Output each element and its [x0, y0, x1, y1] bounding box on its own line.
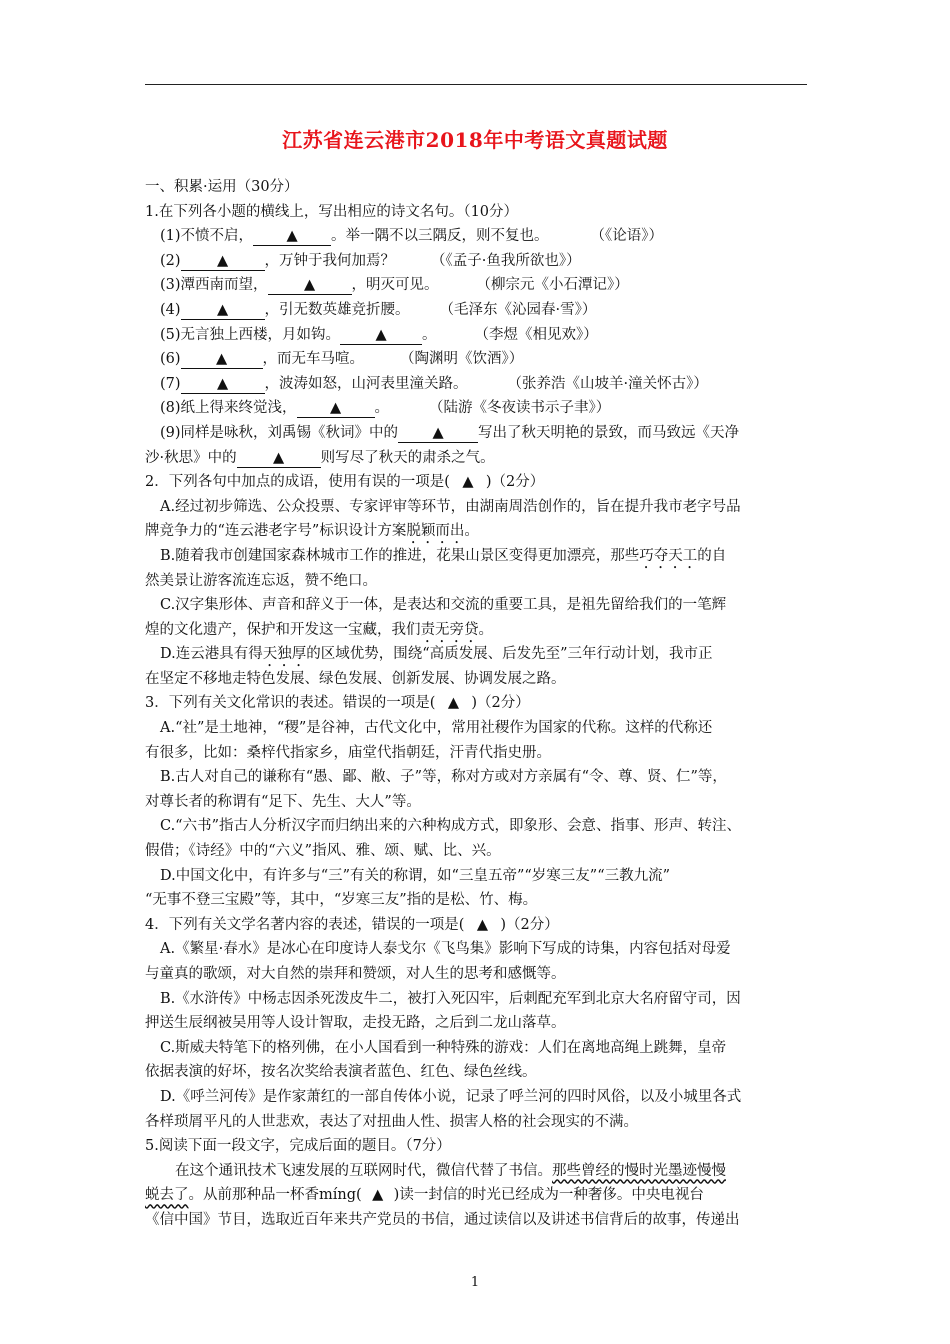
- answer-blank[interactable]: ▲: [237, 449, 321, 468]
- answer-blank[interactable]: ▲: [398, 424, 478, 443]
- answer-slot[interactable]: ▲: [372, 1187, 384, 1204]
- header-rule: [145, 84, 807, 85]
- source-citation: （李煜《相见欢》）: [474, 326, 598, 343]
- answer-blank[interactable]: ▲: [181, 252, 265, 271]
- section-heading: 一、积累·运用（30分）: [145, 179, 299, 195]
- q1-item-2: (2) ▲ ，万钟于我何加焉？ （《孟子·鱼我所欲也》）: [145, 249, 809, 274]
- q5-passage-line-1: 在这个通讯技术飞速发展的互联网时代，微信代替了书信。那些曾经的慢时光墨迹慢慢: [175, 1162, 726, 1179]
- q3-option-d-cont: “无事不登三宝殿”等，其中，“岁寒三友”指的是松、竹、梅。: [145, 892, 538, 909]
- q2-option-b: B.随着我市创建国家森林城市工作的推进，花果山景区变得更加漂亮，那些巧夺天工的自: [160, 547, 727, 564]
- question-1-stem: 1.在下列各小题的横线上，写出相应的诗文名句。（10分）: [145, 203, 519, 220]
- q3-option-d: D.中国文化中，有许多与“三”有关的称谓，如“三皇五帝”“岁寒三友”“三教九流”: [160, 867, 671, 884]
- q3-option-c: C.“六书”指古人分析汉字而归纳出来的六种构成方式，即象形、会意、指事、形声、转注、: [160, 818, 742, 835]
- q2-option-a: A.经过初步筛选、公众投票、专家评审等环节，由湖南周浩创作的，旨在提升我市老字号品: [160, 498, 741, 515]
- q1-item-7: (7) ▲ ，波涛如怒，山河表里潼关路。 （张养浩《山坡羊·潼关怀古》）: [145, 372, 809, 397]
- source-citation: （陆游《冬夜读书示子聿》）: [429, 400, 611, 417]
- q1-item-9: (9)同样是咏秋，刘禹锡《秋词》中的 ▲ 写出了秋天明艳的景致，而马致远《天净: [160, 424, 740, 441]
- source-citation: （柳宗元《小石潭记》）: [476, 277, 629, 294]
- question-2-stem: 2．下列各句中加点的成语，使用有误的一项是( ▲ )（2分）: [145, 470, 809, 495]
- emphasized-idiom: 天独厚: [262, 646, 307, 663]
- q1-item-3: (3)潭西南而望， ▲ ，明灭可见。 （柳宗元《小石潭记》）: [145, 273, 809, 298]
- q1-item-1: (1)不愤不启， ▲ 。举一隅不以三隅反，则不复也。 （《论语》）: [145, 224, 809, 249]
- page-title: 江苏省连云港市2018年中考语文真题试题: [282, 128, 668, 152]
- q2-option-a-cont: 牌竞争力的“连云港老字号”标识设计方案脱颖而出。: [145, 523, 479, 540]
- question-3-stem: 3．下列有关文化常识的表述。错误的一项是( ▲ )（2分）: [145, 691, 809, 716]
- question-4-stem: 4．下列有关文学名著内容的表述，错误的一项是( ▲ )（2分）: [145, 913, 809, 938]
- q1-item-8: (8)纸上得来终觉浅， ▲ 。 （陆游《冬夜读书示子聿》）: [145, 396, 809, 421]
- answer-blank[interactable]: ▲: [181, 375, 265, 394]
- emphasized-idiom: 巧夺天工: [639, 547, 698, 564]
- answer-blank[interactable]: ▲: [340, 326, 422, 345]
- source-citation: （陶渊明《饮酒》）: [400, 351, 524, 368]
- q1-item-6: (6) ▲ ，而无车马喧。 （陶渊明《饮酒》）: [145, 347, 809, 372]
- q4-option-c-cont: 依据表演的好坏，按名次奖给表演者蓝色、红色、绿色丝线。: [145, 1064, 537, 1081]
- q4-option-d: D.《呼兰河传》是作家萧红的一部自传体小说，记录了呼兰河的四时风俗，以及小城里各式: [160, 1088, 742, 1105]
- q4-option-a: A.《繁星·春水》是冰心在印度诗人泰戈尔《飞鸟集》影响下写成的诗集，内容包括对母爱: [160, 941, 731, 958]
- answer-slot[interactable]: ▲: [476, 916, 488, 933]
- answer-blank[interactable]: ▲: [297, 399, 375, 418]
- q4-option-b-cont: 押送生辰纲被吴用等人设计智取，走投无路，之后到二龙山落草。: [145, 1015, 566, 1032]
- q2-option-c: C.汉字集形体、声音和辞义于一体，是表达和交流的重要工具，是祖先留给我们的一笔辉: [160, 597, 727, 614]
- q2-option-d-cont: 在坚定不移地走特色发展、绿色发展、创新发展、协调发展之路。: [145, 670, 566, 687]
- answer-blank[interactable]: ▲: [253, 227, 331, 246]
- source-citation: （《论语》）: [590, 228, 664, 245]
- emphasized-idiom: 脱颖而出: [406, 523, 465, 540]
- q3-option-b-cont: 对尊长者的称谓有“足下、先生、大人”等。: [145, 793, 421, 810]
- source-citation: （毛泽东《沁园春·雪》）: [439, 301, 597, 318]
- q2-option-d: D.连云港具有得天独厚的区域优势，围绕“高质发展、后发先至”三年行动计划，我市正: [160, 646, 713, 663]
- underlined-sentence: 蜕去了: [145, 1187, 189, 1204]
- q1-item-9-cont: 沙·秋思》中的 ▲ 则写尽了秋天的肃杀之气。: [145, 449, 495, 466]
- q4-option-a-cont: 与童真的歌颂，对大自然的崇拜和赞颂，对人生的思考和感慨等。: [145, 966, 566, 982]
- answer-slot[interactable]: ▲: [462, 474, 474, 491]
- exam-body: [145, 175, 809, 1233]
- q3-option-a-cont: 有很多，比如：桑梓代指家乡，庙堂代指朝廷，汗青代指史册。: [145, 744, 551, 761]
- q3-option-a: A.“社”是土地神，“稷”是谷神，古代文化中，常用社稷作为国家的代称。这样的代称还: [160, 720, 713, 737]
- q4-option-d-cont: 各样琐屑平凡的人世悲欢，表达了对扭曲人性、损害人格的社会现实的不满。: [145, 1113, 638, 1130]
- source-citation: （张养浩《山坡羊·潼关怀古》）: [507, 375, 708, 392]
- q4-option-c: C.斯威夫特笔下的格列佛，在小人国看到一种特殊的游戏：人们在离地高绳上跳舞，皇帝: [160, 1039, 727, 1056]
- source-citation: （《孟子·鱼我所欲也》）: [431, 252, 581, 269]
- q2-option-c-cont: 煌的文化遗产，保护和开发这一宝藏，我们责无旁贷。: [145, 621, 493, 638]
- question-5-stem: 5.阅读下面一段文字，完成后面的题目。（7分）: [145, 1138, 451, 1155]
- q3-option-b: B.古人对自己的谦称有“愚、鄙、敝、子”等，称对方或对方亲属有“令、尊、贤、仁”等，: [160, 769, 727, 786]
- page-number: 1: [470, 1275, 480, 1290]
- answer-slot[interactable]: ▲: [447, 695, 459, 712]
- emphasized-idiom: 责无旁贷: [420, 621, 479, 638]
- q1-item-5: (5)无言独上西楼，月如钩。 ▲ 。 （李煜《相见欢》）: [145, 323, 809, 348]
- q1-item-4: (4) ▲ ，引无数英雄竞折腰。 （毛泽东《沁园春·雪》）: [145, 298, 809, 323]
- answer-blank[interactable]: ▲: [181, 350, 263, 369]
- answer-blank[interactable]: ▲: [181, 301, 265, 320]
- q3-option-c-cont: 假借；《诗经》中的“六义”指风、雅、颂、赋、比、兴。: [145, 843, 501, 860]
- q5-passage-line-2: 蜕去了。从前那种品一杯香míng( ▲ )读一封信的时光已经成为一种奢侈。中央电视台: [145, 1183, 809, 1208]
- q4-option-b: B.《水浒传》中杨志因杀死泼皮牛二，被打入死囚牢，后刺配充军到北京大名府留守司，因: [160, 990, 741, 1007]
- answer-blank[interactable]: ▲: [268, 276, 352, 295]
- q5-passage-line-3: 《信中国》节目，选取近百年来共产党员的书信，通过读信以及讲述书信背后的故事，传递出: [145, 1211, 740, 1228]
- underlined-sentence: 那些曾经的慢时光墨迹慢慢: [552, 1162, 726, 1179]
- q2-option-b-cont: 然美景让游客流连忘返，赞不绝口。: [145, 572, 377, 589]
